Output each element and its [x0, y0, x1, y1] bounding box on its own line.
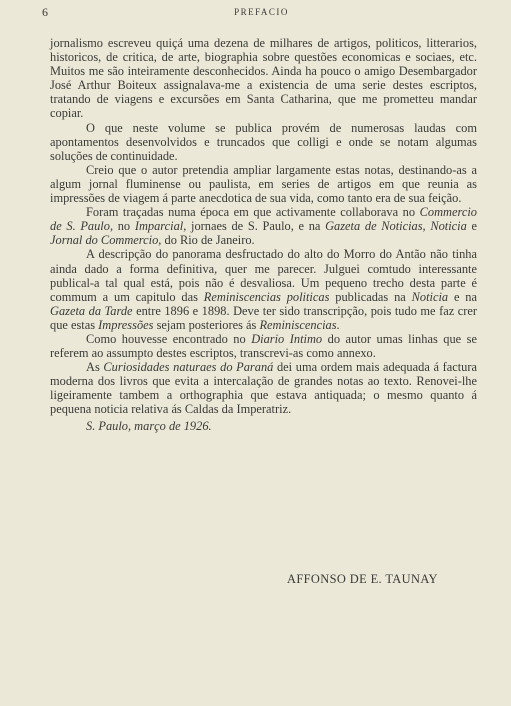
- text-run: entre 1896 e 1898. Deve ter sido transcripção, pois tudo me faz crer que estas: [50, 303, 477, 332]
- text-run: e na: [448, 289, 477, 304]
- text-run: Creio que o autor pretendia ampliar largamente estas notas, destinando-as a algum jornal fluminense ou paulista, em series de artigos em que reunia as impressões de viagem á parte anecdotica de sua vida, como tanto era de sua feição.: [50, 162, 477, 206]
- italic-text-run: Gazeta de Noticias, Noticia: [325, 219, 467, 234]
- body-text: [50, 36, 477, 433]
- italic-text-run: Imparcial: [134, 219, 184, 234]
- paragraph: [50, 332, 477, 360]
- paragraph: [50, 205, 477, 247]
- running-head: PREFACIO: [234, 7, 289, 17]
- text-run: Como houvesse encontrado no: [86, 331, 252, 346]
- paragraph: [50, 247, 477, 332]
- italic-text-run: Commercio de S. Paulo: [50, 205, 477, 234]
- italic-text-run: Jornal do Commercio: [50, 233, 159, 248]
- italic-text-run: Noticia: [411, 289, 449, 304]
- italic-text-run: Gazeta da Tarde: [50, 303, 133, 318]
- italic-text-run: Diario Intimo: [251, 331, 323, 346]
- page-number: 6: [42, 5, 48, 19]
- paragraph: [50, 36, 477, 121]
- text-run: O que neste volume se publica provém de numerosas laudas com apontamentos desenvolvidos e truncados que colligi e onde se notam algumas soluções de continuidade.: [50, 120, 477, 163]
- text-run: do autor umas linhas que se referem ao assumpto destes escriptos, transcrevi-as como annexo.: [50, 331, 478, 361]
- text-run: As: [86, 360, 104, 375]
- text-run: .: [336, 317, 340, 332]
- paragraph: [50, 360, 477, 416]
- text-run: , do Rio de Janeiro.: [158, 233, 255, 248]
- text-run: sejam posteriores ás: [153, 317, 260, 332]
- paragraph: [50, 163, 477, 205]
- paragraph: [50, 121, 477, 163]
- page-header: [42, 5, 481, 19]
- text-run: dei uma ordem mais adequada á factura moderna dos livros que evita a intercalação de grandes notas ao texto. Renovei-lhe ligeiramente tambem a orthographia que estava antiquada; o mesmo quanto á pequena noticia relativa ás Caldas da Imperatriz.: [50, 360, 477, 417]
- italic-text-run: Curiosidades naturaes do Paraná: [103, 360, 274, 375]
- italic-text-run: Reminiscencias: [259, 317, 337, 332]
- text-run: publicadas na: [329, 289, 412, 304]
- italic-text-run: Reminiscencias politicas: [203, 289, 330, 304]
- text-run: A descripção do panorama desfructado do alto do Morro do Antão não tinha ainda dado a forma definitiva, quer me parecer. Julguei comtudo interessante publical-a tal qual está, pois não é desvaliosa. Um pequeno trecho desta parte é commum a um capitulo das: [50, 247, 477, 304]
- date-line: S. Paulo, março de 1926.: [86, 418, 212, 433]
- text-run: , no: [109, 219, 135, 234]
- text-run: jornalismo escreveu quiçá uma dezena de milhares de artigos, politicos, litterarios, historicos, de critica, de arte, biographia sobre questões economicas e sociaes, etc. Muitos me são inteiramente desconhecidos. Ainda ha pouco o amigo Desembargador José Arthur Boiteux assignalava-me a existencia de uma serie destes escriptos, tratando de viagens e excursões em Santa Catharina, que me prometteu mandar copiar.: [50, 36, 477, 121]
- author-signature: AFFONSO DE E. TAUNAY: [287, 572, 438, 586]
- italic-text-run: Impressões: [98, 317, 154, 332]
- text-run: , jornaes de S. Paulo, e na: [183, 219, 326, 234]
- text-run: Foram traçadas numa época em que activamente collaborava no: [86, 205, 420, 220]
- text-run: e: [466, 219, 478, 234]
